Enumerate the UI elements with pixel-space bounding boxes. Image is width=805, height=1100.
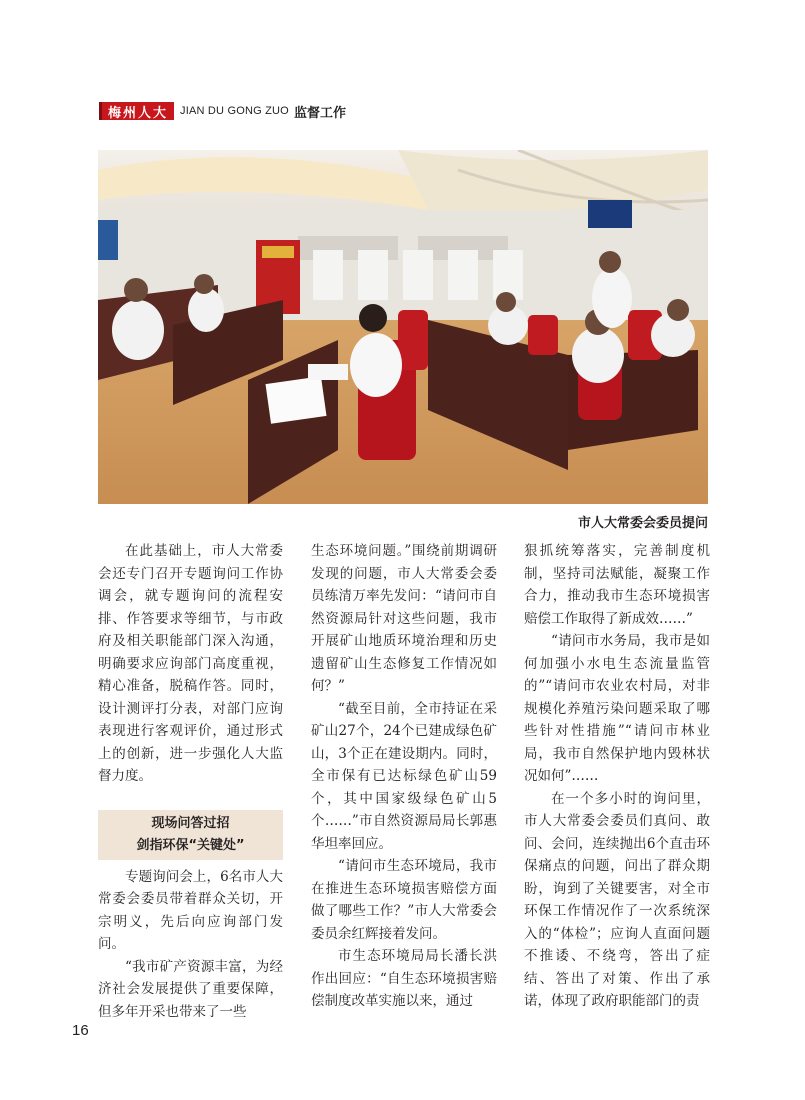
section-subheading <box>98 810 283 860</box>
section-pinyin: JIAN DU GONG ZUO <box>180 105 289 117</box>
magazine-logo: 梅州人大 <box>99 102 174 120</box>
paragraph-continued: 狠抓统筹落实，完善制度机制，坚持司法赋能，凝聚工作合力，推动我市生态环境损害赔偿工作取得了新成效……” <box>524 543 710 627</box>
paragraph: “我市矿产资源丰富，为经济社会发展提供了重要保障，但多年开采也带来了一些 <box>98 958 283 1020</box>
text-column-1 <box>98 540 283 1023</box>
photo-caption: 市人大常委会委员提问 <box>577 516 708 531</box>
paragraph: 专题询问会上，6名市人大常委会委员带着群众关切，开宗明义，先后向应询部门发问。 <box>98 868 283 952</box>
paragraph: 在此基础上，市人大常委会还专门召开专题询问工作协调会，就专题询问的流程安排、作答要求等细节，与市政府及相关职能部门深入沟通，明确要求应询部门高度重视，精心准备，脱稿作答。同时，设计测评打分表，对部门应询表现进行客观评价，通过形式上的创新，进一步强化人大监督力度。 <box>98 543 283 784</box>
section-title: 监督工作 <box>293 105 346 121</box>
meeting-photo <box>98 150 708 504</box>
paragraph: 市生态环境局局长潘长洪作出回应：“自生态环境损害赔偿制度改革实施以来，通过 <box>311 948 497 1009</box>
page-number: 16 <box>72 1022 89 1039</box>
paragraph: “请问市生态环境局，我市在推进生态环境损害赔偿方面做了哪些工作？”市人大常委会委员余红辉接着发问。 <box>311 858 497 942</box>
running-header <box>99 101 346 121</box>
paragraph: “截至目前，全市持证在采矿山27个，24个已建成绿色矿山，3个正在建设期内。同时，全市保有已达标绿色矿山59个，其中国家级绿色矿山5个……”市自然资源局局长郭惠华坦率回应。 <box>311 700 497 852</box>
paragraph: “请问市水务局，我市是如何加强小水电生态流量监管的”“请问市农业农村局，对非规模化养殖污染问题采取了哪些针对性措施”“请问市林业局，我市自然保护地内毁林状况如何”…… <box>524 633 710 784</box>
paragraph-continued: 生态环境问题。”围绕前期调研发现的问题，市人大常委会委员练清万率先发问：“请问市自然资源局针对这些问题，我市开展矿山地质环境治理和历史遗留矿山生态修复工作情况如何？” <box>311 543 497 694</box>
paragraph: 在一个多小时的询问里，市人大常委会委员们真问、敢问、会问，连续抛出6个直击环保痛点的问题，问出了群众期盼，询到了关键要害，对全市环保工作情况作了一次系统深入的“体检”；应询人直面问题不推诿、不绕弯，答出了症结、答出了对策、作出了承诺，体现了政府职能部门的责 <box>524 790 710 1009</box>
subheading-line-2: 剑指环保“关键处” <box>136 837 245 853</box>
text-column-2 <box>311 540 497 1013</box>
subheading-line-1: 现场问答过招 <box>151 815 230 831</box>
text-column-3 <box>524 540 710 1013</box>
